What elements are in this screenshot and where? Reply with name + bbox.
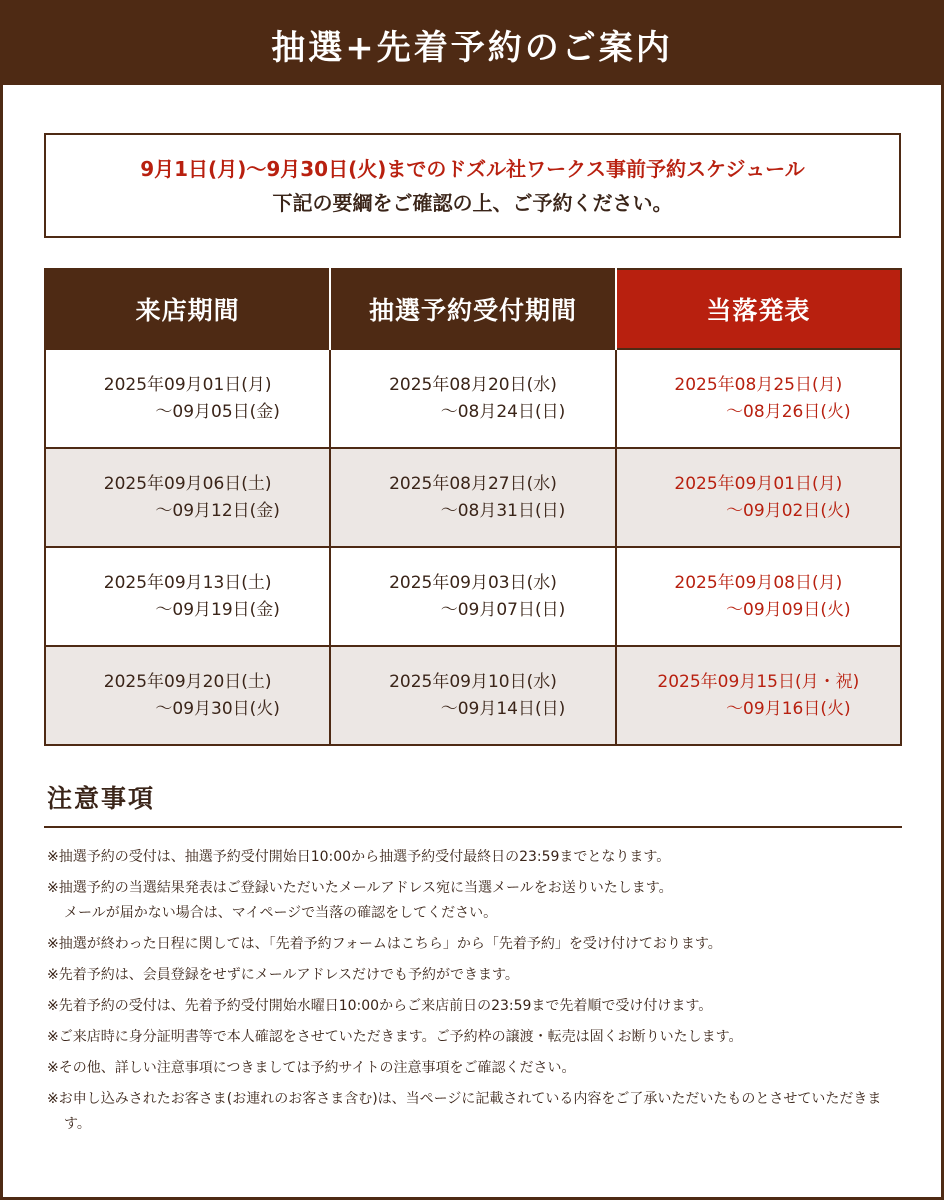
visit-period-cell xyxy=(45,349,330,448)
table-row xyxy=(45,448,901,547)
table-row xyxy=(45,349,901,448)
date-end: 〜09月19日(金) xyxy=(155,599,280,620)
table-row xyxy=(45,646,901,745)
date-start: 2025年09月15日(月・祝) xyxy=(657,671,860,692)
page-title: 抽選+先着予約のご案内 xyxy=(3,3,941,85)
announcement-cell xyxy=(616,349,901,448)
date-start: 2025年09月10日(水) xyxy=(389,671,557,692)
date-end: 〜08月24日(日) xyxy=(440,401,566,422)
list-item: ※先着予約の受付は、先着予約受付開始水曜日10:00からご来店前日の23:59まで先着順で受け付けます。 xyxy=(47,998,713,1014)
visit-period-cell xyxy=(45,448,330,547)
header-visit-period: 来店期間 xyxy=(45,269,330,349)
intro-box xyxy=(44,133,901,238)
list-item: ※抽選予約の受付は、抽選予約受付開始日10:00から抽選予約受付最終日の23:59までとなります。 xyxy=(47,849,671,865)
announcement-cell xyxy=(616,547,901,646)
date-start: 2025年09月03日(水) xyxy=(389,572,557,593)
date-end: 〜08月31日(日) xyxy=(440,500,566,521)
date-end: 〜09月07日(日) xyxy=(440,599,566,620)
date-start: 2025年09月01日(月) xyxy=(674,473,843,494)
schedule-header-row xyxy=(45,269,901,349)
list-item: ※お申し込みされたお客さま(お連れのお客さま含む)は、当ページに記載されている内容をご了承いただいたものとさせていただきます。 xyxy=(47,1091,882,1132)
lottery-period-cell xyxy=(330,547,615,646)
lottery-period-cell xyxy=(330,646,615,745)
list-item: ※先着予約は、会員登録をせずにメールアドレスだけでも予約ができます。 xyxy=(47,967,519,983)
date-end: 〜09月05日(金) xyxy=(155,401,280,422)
intro-schedule-line: 9月1日(月)〜9月30日(火)までのドズル社ワークス事前予約スケジュール xyxy=(140,156,805,181)
date-end: 〜09月30日(火) xyxy=(155,698,280,719)
date-start: 2025年08月27日(水) xyxy=(389,473,557,494)
intro-instruction-line: 下記の要綱をご確認の上、ご予約ください。 xyxy=(272,190,673,215)
header-announcement: 当落発表 xyxy=(616,269,901,349)
visit-period-cell xyxy=(45,547,330,646)
announcement-cell xyxy=(616,646,901,745)
lottery-period-cell xyxy=(330,349,615,448)
announcement-cell xyxy=(616,448,901,547)
date-start: 2025年09月01日(月) xyxy=(103,374,272,395)
date-start: 2025年09月06日(土) xyxy=(103,473,272,494)
list-item: ※抽選が終わった日程に関しては、「先着予約フォームはこちら」から「先着予約」を受け付けております。 xyxy=(47,936,722,952)
notes-list xyxy=(47,845,899,1143)
date-start: 2025年09月20日(土) xyxy=(103,671,272,692)
notes-divider xyxy=(44,826,902,828)
schedule-table xyxy=(44,268,902,746)
visit-period-cell xyxy=(45,646,330,745)
date-end: 〜09月14日(日) xyxy=(440,698,566,719)
list-item: ※その他、詳しい注意事項につきましては予約サイトの注意事項をご確認ください。 xyxy=(47,1060,576,1076)
table-row xyxy=(45,547,901,646)
date-start: 2025年08月20日(水) xyxy=(389,374,557,395)
date-start: 2025年09月08日(月) xyxy=(674,572,843,593)
date-end: 〜09月02日(火) xyxy=(726,500,851,521)
date-end: 〜09月09日(火) xyxy=(726,599,851,620)
date-end: 〜08月26日(火) xyxy=(726,401,851,422)
date-start: 2025年09月13日(土) xyxy=(103,572,272,593)
lottery-period-cell xyxy=(330,448,615,547)
list-item: ※ご来店時に身分証明書等で本人確認をさせていただきます。ご予約枠の譲渡・転売は固くお断りいたします。 xyxy=(47,1029,743,1045)
date-end: 〜09月16日(火) xyxy=(726,698,851,719)
date-end: 〜09月12日(金) xyxy=(155,500,280,521)
list-item: ※抽選予約の当選結果発表はご登録いただいたメールアドレス宛に当選メールをお送りいたします。 メールが届かない場合は、マイページで当落の確認をしてください。 xyxy=(47,880,673,921)
notes-heading: 注意事項 xyxy=(47,784,156,813)
date-start: 2025年08月25日(月) xyxy=(674,374,843,395)
header-lottery-period: 抽選予約受付期間 xyxy=(330,269,615,349)
